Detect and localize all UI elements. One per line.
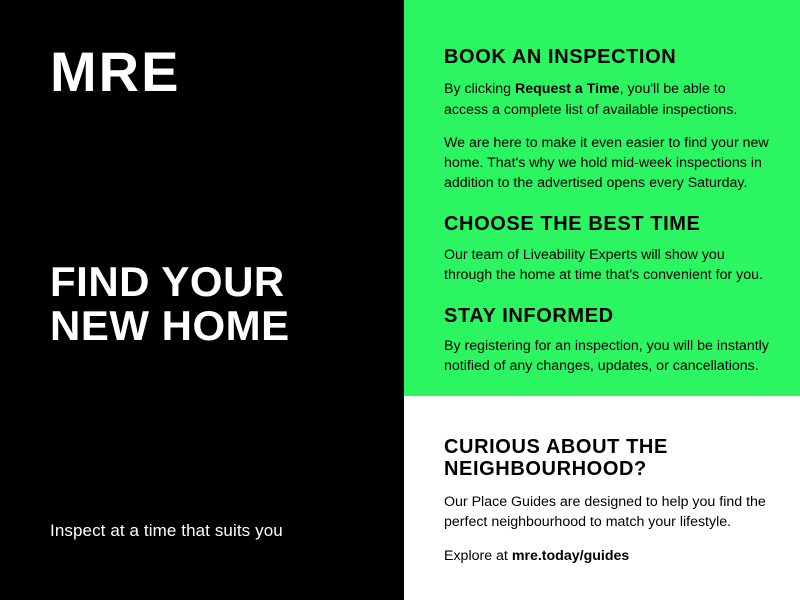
green-info-panel <box>404 0 800 396</box>
paragraph-text-after: , you'll be able to access a complete list of available inspections. <box>444 81 738 118</box>
section-paragraph: We are here to make it even easier to find your new home. That's why we hold mid-week inspections in addition to the advertised opens every Saturday. <box>444 134 769 192</box>
section-paragraph <box>444 79 770 119</box>
section-choose-the-best-time <box>444 213 770 285</box>
page-title <box>50 260 290 348</box>
white-info-panel <box>404 396 800 600</box>
neighbourhood-title-line-2: NEIGHBOURHOOD? <box>444 458 647 481</box>
section-title: BOOK AN INSPECTION <box>444 46 677 68</box>
neighbourhood-title-line-1: CURIOUS ABOUT THE <box>444 436 668 458</box>
section-title: CHOOSE THE BEST TIME <box>444 213 701 236</box>
headline-line-2: NEW HOME <box>50 302 290 350</box>
section-stay-informed <box>444 305 770 377</box>
tagline: Inspect at a time that suits you <box>50 521 283 540</box>
paragraph-text-before: By clicking <box>444 81 515 98</box>
explore-prefix: Explore at <box>444 548 512 565</box>
section-paragraph: Our team of Liveability Experts will show you through the home at time that's convenient for you. <box>444 246 763 283</box>
explore-link[interactable]: mre.today/guides <box>511 548 630 565</box>
paragraph-text-bold: Request a Time <box>514 81 620 98</box>
section-title: STAY INFORMED <box>444 304 614 327</box>
brand-logo: MRE <box>50 40 181 103</box>
section-book-an-inspection <box>444 46 770 193</box>
headline-line-1: FIND YOUR <box>50 258 285 305</box>
neighbourhood-title <box>444 436 770 481</box>
section-paragraph: By registering for an inspection, you will be instantly notified of any changes, updates, or cancellations. <box>444 338 769 375</box>
right-side <box>404 0 800 600</box>
neighbourhood-paragraph: Our Place Guides are designed to help you find the perfect neighbourhood to match your lifestyle. <box>444 493 766 530</box>
explore-line <box>444 546 770 566</box>
